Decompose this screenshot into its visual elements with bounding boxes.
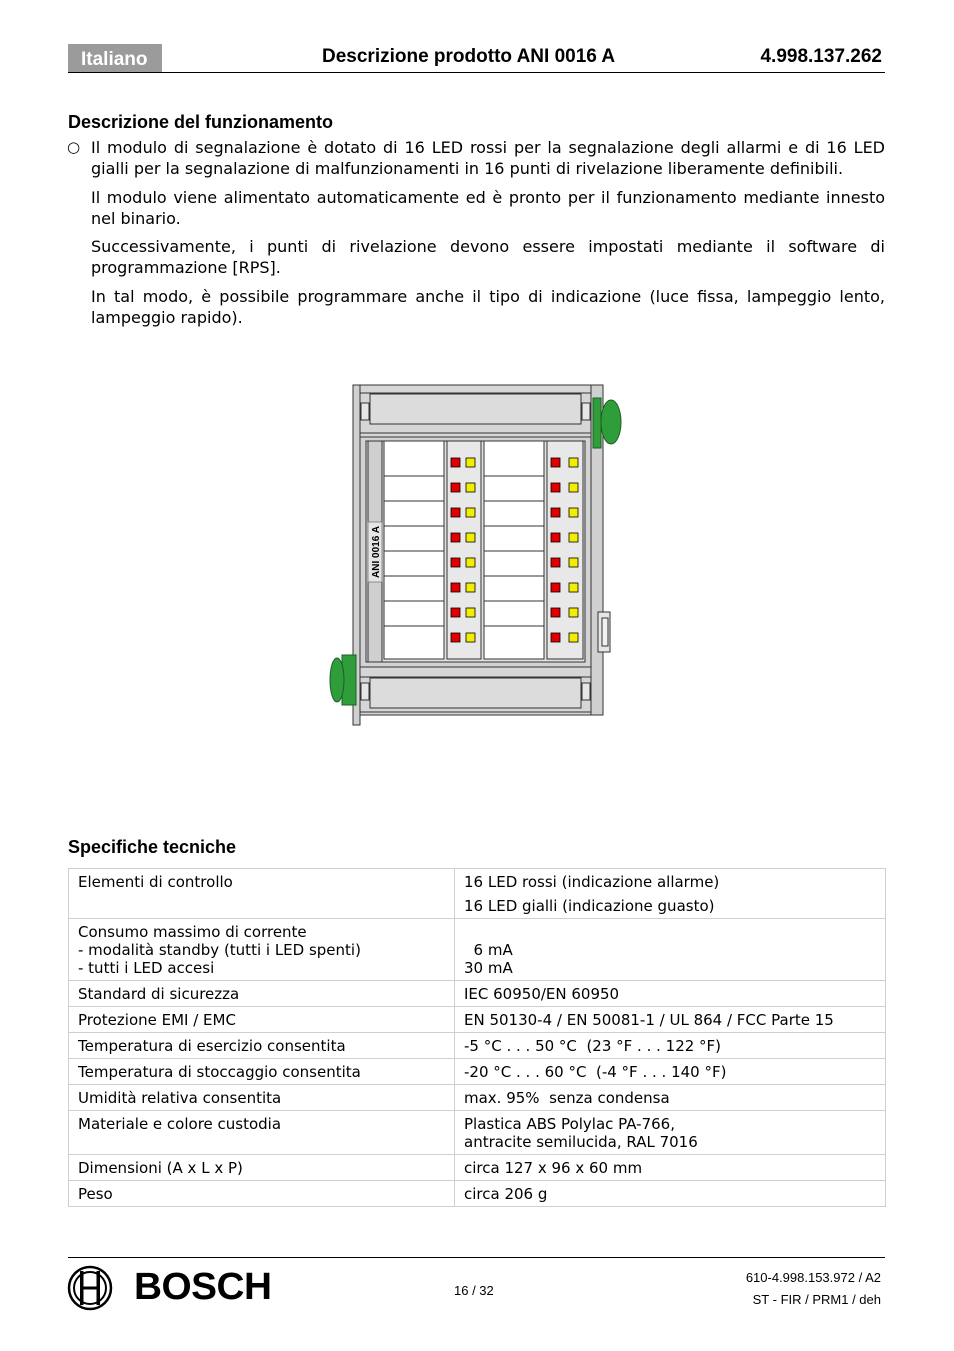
specs-table: [68, 868, 886, 1207]
spec-label-line: Dimensioni (A x L x P): [78, 1159, 243, 1177]
brand-wordmark: BOSCH: [134, 1266, 272, 1308]
red-led: [551, 583, 560, 592]
red-led: [551, 508, 560, 517]
spec-row: [69, 1007, 886, 1033]
functional-description-heading: Descrizione del funzionamento: [68, 112, 334, 132]
red-led: [451, 633, 460, 642]
spec-label-line: Temperatura di stoccaggio consentita: [78, 1063, 361, 1081]
yellow-led: [569, 458, 578, 467]
spec-value-line: circa 206 g: [464, 1185, 548, 1203]
spec-row: [69, 1111, 886, 1155]
spec-label-line: Umidità relativa consentita: [78, 1089, 282, 1107]
spec-label-line: Consumo massimo di corrente: [78, 923, 307, 941]
yellow-led: [466, 483, 475, 492]
spec-value-line: 16 LED rossi (indicazione allarme): [464, 873, 720, 891]
bullet-symbol: ○: [67, 138, 81, 156]
spec-label-line: - modalità standby (tutti i LED spenti): [78, 941, 361, 959]
department-code: ST - FIR / PRM1 / deh: [752, 1292, 881, 1307]
yellow-led: [466, 558, 475, 567]
yellow-led: [569, 608, 578, 617]
spec-label: [69, 919, 455, 981]
spec-value-line: 6 mA: [464, 941, 513, 959]
yellow-led: [569, 583, 578, 592]
module-diagram: [320, 380, 630, 730]
red-led: [451, 533, 460, 542]
spec-label-line: - tutti i LED accesi: [78, 959, 215, 977]
spec-value: [455, 1155, 886, 1181]
header-divider: [68, 72, 885, 73]
red-led: [551, 533, 560, 542]
doc-reference: 610-4.998.153.972 / A2: [745, 1270, 881, 1285]
spec-label: [69, 981, 455, 1007]
spec-value-line: circa 127 x 96 x 60 mm: [464, 1159, 643, 1177]
spec-value: [455, 1033, 886, 1059]
spec-row: [69, 1181, 886, 1207]
spec-row: [69, 1085, 886, 1111]
spec-label: [69, 1085, 455, 1111]
footer-divider: [68, 1257, 885, 1258]
spec-label-line: Temperatura di esercizio consentita: [78, 1037, 346, 1055]
red-led: [551, 633, 560, 642]
yellow-led: [466, 533, 475, 542]
spec-value-line: 30 mA: [464, 959, 513, 977]
yellow-led: [466, 608, 475, 617]
spec-label-line: Materiale e colore custodia: [78, 1115, 282, 1133]
spec-value: [455, 981, 886, 1007]
red-led: [551, 483, 560, 492]
spec-value-line: -20 °C . . . 60 °C (-4 °F . . . 140 °F): [464, 1063, 727, 1081]
module-housing: [353, 385, 610, 725]
red-led: [451, 483, 460, 492]
red-led: [551, 608, 560, 617]
spec-label: [69, 869, 455, 919]
spec-row: [69, 1155, 886, 1181]
spec-value: [455, 1111, 886, 1155]
document-title: Descrizione prodotto ANI 0016 A: [322, 46, 616, 67]
spec-label: [69, 1111, 455, 1155]
yellow-led: [466, 633, 475, 642]
description-paragraph-3: Successivamente, i punti di rivelazione devono essere impostati mediante il software di programmazione [RPS].: [91, 237, 885, 277]
spec-label: [69, 1007, 455, 1033]
description-paragraph-2: Il modulo viene alimentato automaticamente ed è pronto per il funzionamento mediante innesto nel binario.: [91, 188, 885, 228]
spec-value: [455, 1059, 886, 1085]
spec-label-line: Protezione EMI / EMC: [78, 1011, 236, 1029]
bosch-armature-logo-icon: [67, 1265, 113, 1311]
spec-value-line: EN 50130-4 / EN 50081-1 / UL 864 / FCC Parte 15: [464, 1011, 834, 1029]
spec-value: [455, 1181, 886, 1207]
spec-label-line: Peso: [78, 1185, 113, 1203]
spec-row: [69, 869, 886, 919]
spec-label: [69, 1033, 455, 1059]
language-tab: Italiano: [68, 44, 162, 73]
yellow-led: [466, 458, 475, 467]
spec-value: [455, 1085, 886, 1111]
red-led: [451, 583, 460, 592]
spec-row: [69, 919, 886, 981]
footer-doc-info: [746, 1267, 881, 1311]
spec-row: [69, 981, 886, 1007]
page-number: 16 / 32: [454, 1283, 494, 1298]
spec-label: [69, 1059, 455, 1085]
spec-label: [69, 1181, 455, 1207]
yellow-led: [569, 558, 578, 567]
yellow-led: [569, 533, 578, 542]
spec-value-line: 16 LED gialli (indicazione guasto): [464, 897, 715, 915]
module-label: ANI 0016 A: [371, 526, 382, 578]
yellow-led: [569, 633, 578, 642]
description-paragraph-1: Il modulo di segnalazione è dotato di 16 LED rossi per la segnalazione degli allarmi e di 16 LED gialli per la segnalazione di malfunzionamenti in 16 punti di rivelazione liberamente definibili.: [91, 138, 885, 178]
spec-value-line: -5 °C . . . 50 °C (23 °F . . . 122 °F): [464, 1037, 722, 1055]
red-led: [451, 508, 460, 517]
red-led: [451, 458, 460, 467]
red-led: [451, 608, 460, 617]
spec-value: [455, 919, 886, 981]
yellow-led: [466, 583, 475, 592]
spec-label-line: Standard di sicurezza: [78, 985, 240, 1003]
yellow-led: [569, 508, 578, 517]
spec-value-line: IEC 60950/EN 60950: [464, 985, 620, 1003]
yellow-led: [569, 483, 578, 492]
spec-value: [455, 1007, 886, 1033]
spec-value-line: [464, 923, 876, 941]
spec-value-line: max. 95% senza condensa: [464, 1089, 670, 1107]
document-number: 4.998.137.262: [760, 46, 882, 67]
spec-value-line: antracite semilucida, RAL 7016: [464, 1133, 698, 1151]
spec-value-line: Plastica ABS Polylac PA-766,: [464, 1115, 675, 1133]
spec-label-line: Elementi di controllo: [78, 873, 233, 891]
yellow-led: [466, 508, 475, 517]
spec-row: [69, 1059, 886, 1085]
red-led: [551, 558, 560, 567]
specs-heading: Specifiche tecniche: [68, 837, 237, 857]
description-paragraph-4: In tal modo, è possibile programmare anche il tipo di indicazione (luce fissa, lampeggio lento, lampeggio rapido).: [91, 287, 885, 327]
spec-value: [455, 869, 886, 919]
red-led: [451, 558, 460, 567]
red-led: [551, 458, 560, 467]
spec-label: [69, 1155, 455, 1181]
spec-row: [69, 1033, 886, 1059]
